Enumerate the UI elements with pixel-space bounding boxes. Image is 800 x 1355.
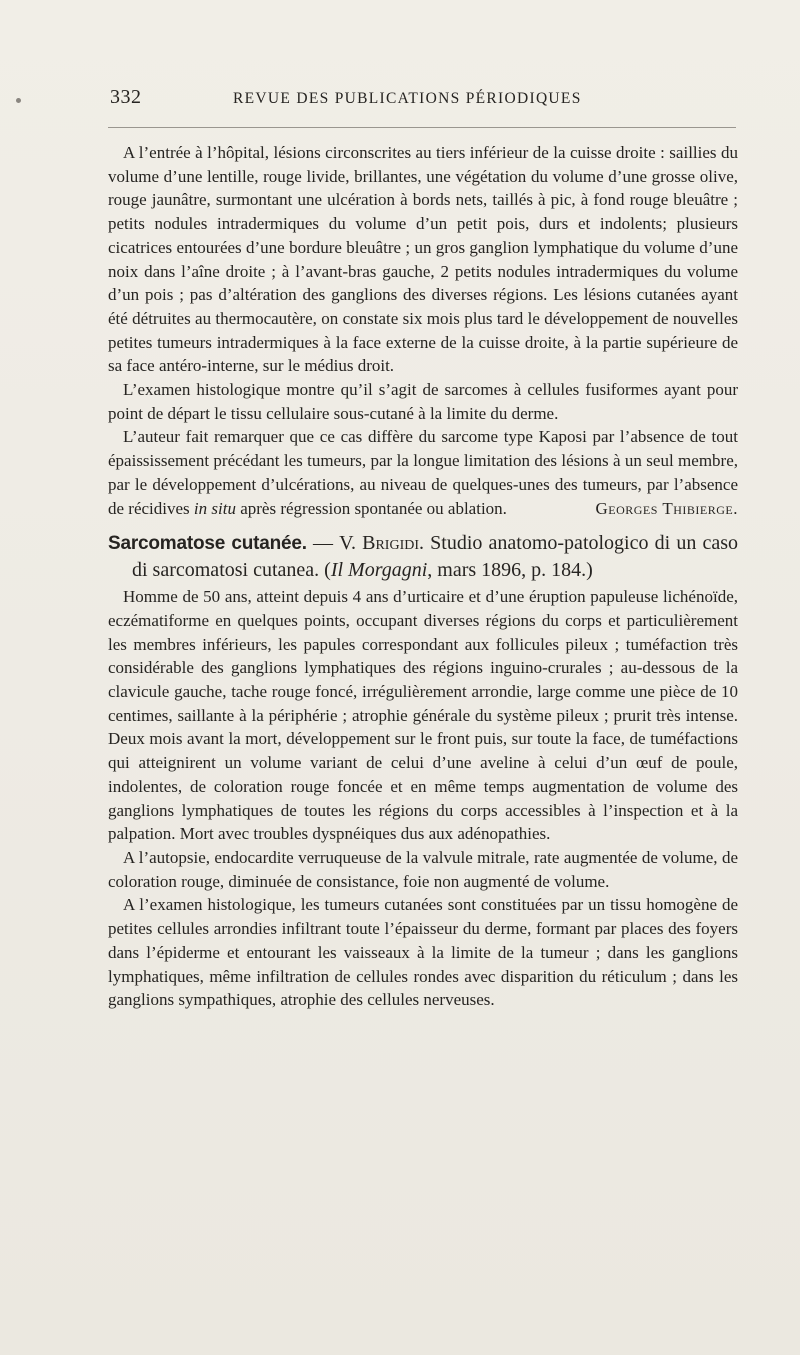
paragraph-text: L’auteur fait remarquer que ce cas diffère du sarcome type Kaposi par l’absence de tout épaississement précédant les tumeurs, par la longue limitation des lésions à un seul membre, par le développement d’ulcérations, au niveau de quelques-unes des tumeurs, par l’absence de récidives bbox=[108, 427, 738, 518]
article-heading bbox=[108, 530, 738, 583]
heading-dash: — bbox=[306, 532, 340, 555]
article-title: . Studio anatomo-patologico di un caso di sarcomatosi cutanea. ( bbox=[132, 532, 738, 582]
article-author: V. Brigidi bbox=[339, 532, 420, 555]
page-header bbox=[106, 86, 736, 116]
margin-speck bbox=[16, 98, 21, 103]
journal-name: Il Morgagni bbox=[330, 559, 428, 582]
paragraph: A l’autopsie, endocardite verruqueuse de la valvule mitrale, rate augmentée de volume, de coloration rouge, diminuée de consistance, foie non augmenté de volume. bbox=[108, 847, 738, 891]
page-body bbox=[108, 141, 738, 1012]
second-article bbox=[108, 530, 738, 1012]
paragraph: A l’entrée à l’hôpital, lésions circonscrites au tiers inférieur de la cuisse droite : saillies du volume d’une lentille, rouge livide, brillantes, une végétation du volume d’une grosse olive, rouge jaunâtre, surmontant une ulcération à bords nets, taillés à pic, à fond rouge bleuâtre ; petits nodules intradermiques du volume d’un petit pois, durs et indolents; plusieurs cicatrices entourées d’une bordure bleuâtre ; un gros ganglion lymphatique du volume d’une noix dans l’aîne droite ; à l’avant-bras gauche, 2 petits nodules intradermiques du volume d’un pois ; pas d’altération des ganglions des diverses régions. Les lésions cutanées ayant été détruites au thermocautère, on constate six mois plus tard le développement de nouvelles petites tumeurs intradermiques à la face externe de la cuisse droite, à la partie supérieure de sa face antéro-interne, sur le médius droit. bbox=[108, 143, 738, 376]
citation-details: , mars 1896, p. 184.) bbox=[427, 559, 593, 582]
paragraph: Homme de 50 ans, atteint depuis 4 ans d’urticaire et d’une éruption papuleuse lichénoïde, eczématiforme en quelques points, occupant diverses régions du corps et particulièrement les membres inférieurs, les papules correspondant aux follicules pileux ; tuméfaction très considérable des ganglions lymphatiques des régions inguino-crurales ; au-dessous de la clavicule gauche, tache rouge foncé, irrégulièrement arrondie, large comme une pièce de 10 centimes, saillante à la périphérie ; atrophie générale du système pileux ; prurit très intense. Deux mois avant la mort, développement sur le front puis, sur toute la face, de tuméfactions qui atteignirent un volume variant de celui d’une aveline à celui d’un œuf de poule, indolentes, de coloration rouge foncée et en même temps augmentation de volume des ganglions lymphatiques de toutes les régions du corps accessibles à l’inspection et à la palpation. Mort avec troubles dyspnéiques dus aux adénopathies. bbox=[108, 587, 738, 844]
header-rule bbox=[108, 127, 736, 128]
article-body bbox=[108, 585, 738, 1012]
paragraph: A l’examen histologique, les tumeurs cutanées sont constituées par un tissu homogène de petites cellules arrondies infiltrant toute l’épaisseur du derme, formant par places des foyers dans l’épiderme et entourant les vaisseaux à la limite de la tumeur ; dans les ganglions lymphatiques, même infiltration de cellules rondes avec disparition du réticulum ; dans les ganglions sympathiques, atrophie des cellules nerveuses. bbox=[108, 895, 738, 1010]
paragraph: L’examen histologique montre qu’il s’agit de sarcomes à cellules fusiformes ayant pour point de départ le tissu cellulaire sous-cutané à la limite du derme. bbox=[108, 380, 738, 423]
paragraph-with-signature bbox=[108, 425, 738, 520]
italic-phrase: in situ bbox=[193, 498, 236, 518]
article-subject: Sarcomatose cutanée. bbox=[108, 533, 307, 555]
paragraph-text: après régression spontanée ou ablation. bbox=[235, 498, 507, 518]
running-title: REVUE DES PUBLICATIONS PÉRIODIQUES bbox=[233, 90, 582, 107]
page-number: 332 bbox=[110, 86, 142, 108]
first-article-continuation bbox=[108, 141, 738, 520]
author-signature: Georges Thibierge. bbox=[595, 498, 738, 518]
